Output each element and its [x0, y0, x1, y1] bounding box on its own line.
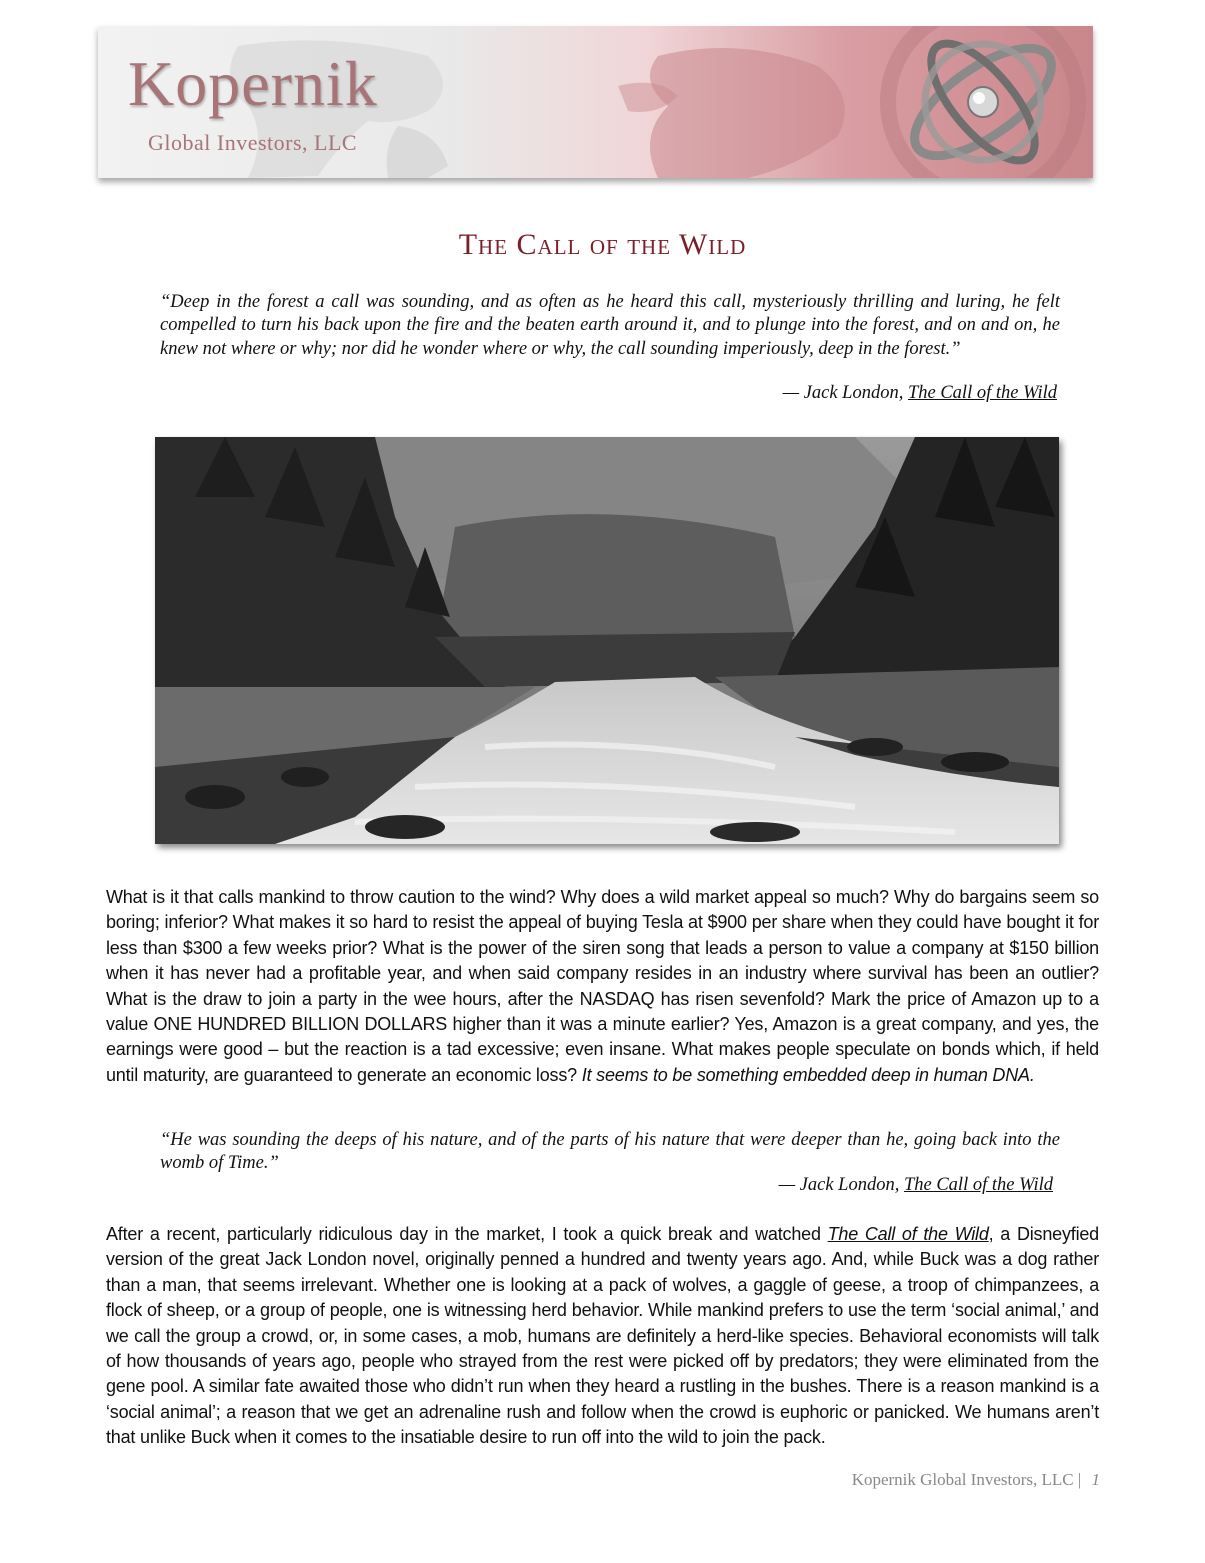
middle-quote: “He was sounding the deeps of his nature, and of the parts of his nature that were deeper than he, going back into the womb of Time.” [160, 1130, 1060, 1174]
paragraph-2-lead: After a recent, particularly ridiculous day in the market, I took a quick break and watched [106, 1224, 828, 1244]
opening-quote-attribution [783, 383, 1057, 404]
attribution-author: — Jack London, [778, 1175, 904, 1195]
globe-rings-icon [888, 26, 1078, 178]
brand-logo-text: Kopernik [128, 48, 378, 119]
paragraph-1-text: What is it that calls mankind to throw caution to the wind? Why does a wild market appeal so much? Why do bargains seem so boring; inferior? What makes it so hard to resist the appeal of buying Tesla at $900 per share when they could have bought it for less than $300 a few weeks prior? What is the power of the siren song that leads a person to value a company at $150 billion when it has never had a profitable year, and when said company resides in an industry where survival has been an outlier? What is the draw to join a party in the wee hours, after the NASDAQ has risen sevenfold? Mark the price of Amazon up to a value ONE HUNDRED BILLION DOLLARS higher than it was a minute earlier? Yes, Amazon is a great company, and yes, the earnings were good – but the reaction is a tad excessive; even insane. What makes people speculate on bonds which, if held until maturity, are guaranteed to generate an economic loss? [106, 887, 1099, 1085]
paragraph-2-text: , a Disneyfied version of the great Jack London novel, originally penned a hundred and twenty years ago. And, while Buck was a dog rather than a man, that seems irrelevant. Whether one is looking at a pack of wolves, a gaggle of geese, a troop of chimpanzees, a flock of sheep, or a group of people, one is witnessing herd behavior. While mankind prefers to use the term ‘social animal,’ and we call the group a crowd, or, in some cases, a mob, humans are definitely a herd-like species. Behavioral economists will talk of how thousands of years ago, people who strayed from the rest were picked off by predators; they were eliminated from the gene pool. A similar fate awaited those who didn’t run when they heard a rustling in the bushes. There is a reason mankind is a ‘social animal’; a reason that we get an adrenaline rush and follow when the crowd is euphoric or panicked. We humans aren’t that unlike Buck when it comes to the insatiable desire to run off into the wild to join the pack. [106, 1224, 1099, 1448]
film-title-link: The Call of the Wild [827, 1224, 989, 1244]
brand-subtitle: Global Investors, LLC [148, 130, 358, 155]
body-paragraph-1 [106, 885, 1099, 1088]
middle-quote-attribution [779, 1175, 1053, 1196]
footer-company: Kopernik Global Investors, LLC | [851, 1470, 1082, 1489]
attribution-author: — Jack London, [782, 383, 908, 403]
header-banner [98, 26, 1093, 178]
page-footer [852, 1470, 1100, 1490]
page-number: 1 [1091, 1470, 1100, 1489]
body-paragraph-2 [106, 1222, 1099, 1451]
forest-river-photo [155, 437, 1059, 844]
article-title: The Call of the Wild [458, 228, 747, 261]
paragraph-1-emphasis: It seems to be something embedded deep in human DNA. [581, 1064, 1035, 1085]
opening-quote: “Deep in the forest a call was sounding, and as often as he heard this call, mysteriously thrilling and luring, he felt compelled to turn his back upon the fire and the beaten earth around it, and to plunge into the forest, and on and on, he knew not where or why; nor did he wonder where or why, the call sounding imperiously, deep in the forest.” [160, 292, 1060, 359]
attribution-book-title: The Call of the Wild [903, 1175, 1053, 1195]
attribution-book-title: The Call of the Wild [907, 383, 1057, 403]
